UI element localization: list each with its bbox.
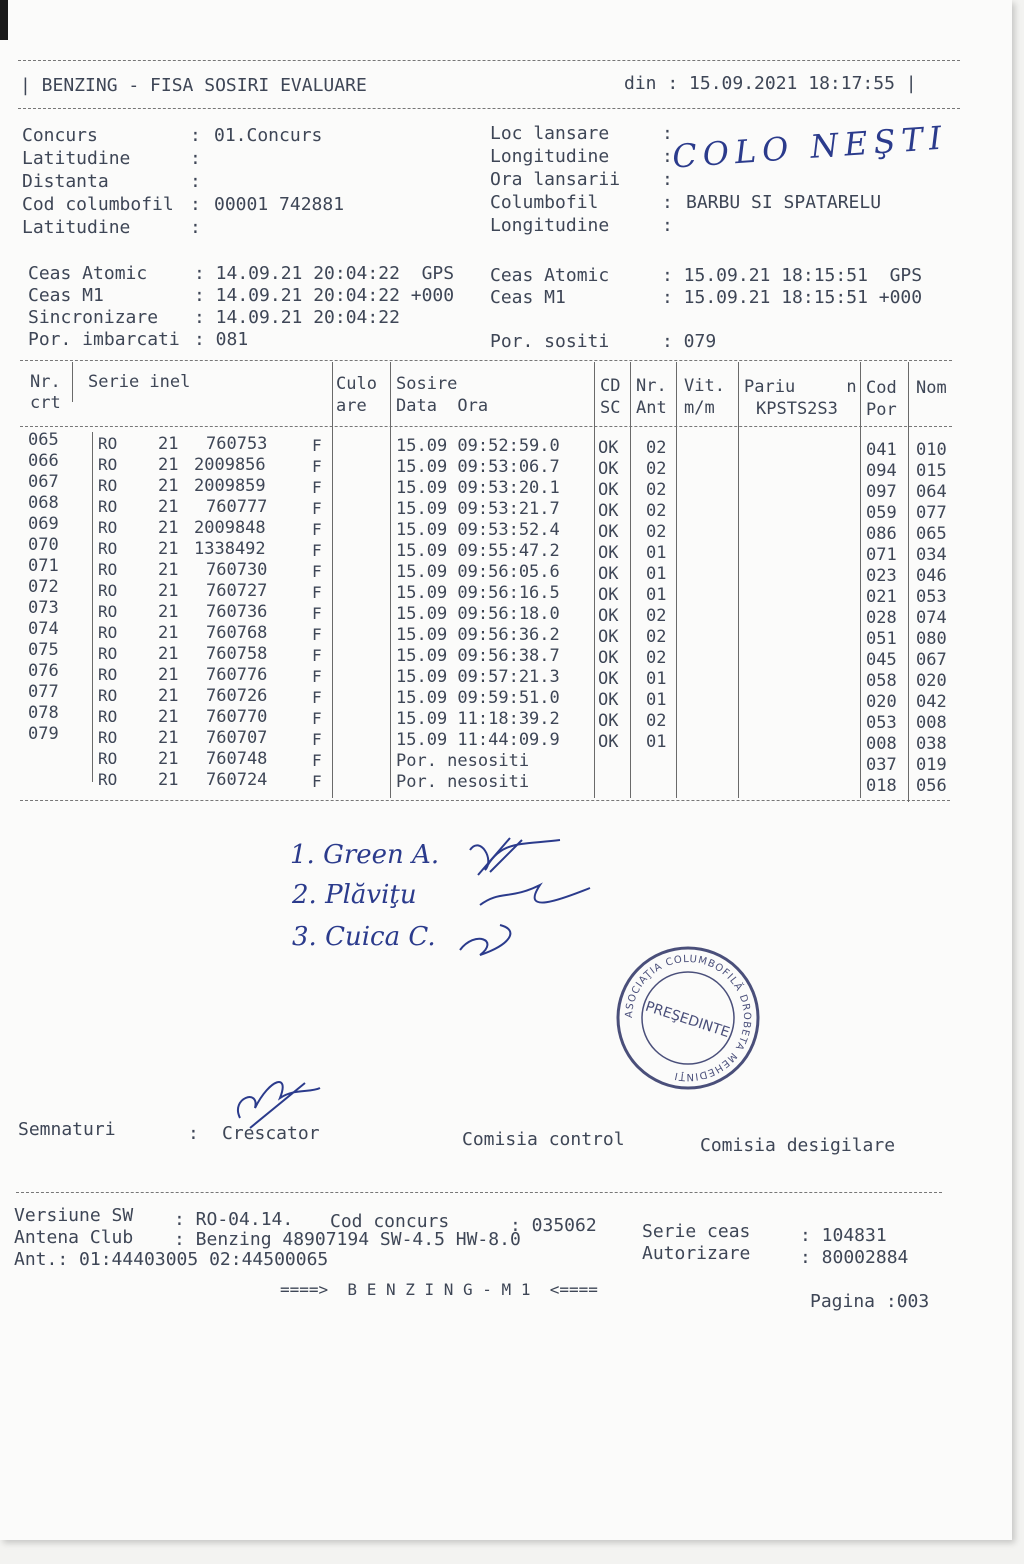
year-cell: 21 [158, 665, 179, 685]
antenna-cell: 02 [646, 501, 667, 521]
ring-number-cell: 760777 [206, 497, 268, 517]
ring-number-cell: 760736 [206, 602, 268, 622]
year-cell: 21 [158, 518, 179, 538]
cd-sc-cell: OK [598, 711, 619, 731]
arrival-time-cell: 15.09 09:53:06.7 [396, 457, 560, 477]
antenna-cell: 01 [646, 669, 667, 689]
serie-ceas-value: : 104831 [800, 1225, 887, 1246]
year-cell: 21 [158, 770, 179, 790]
nom-cell: 038 [916, 734, 947, 754]
arrival-time-cell: 15.09 09:53:52.4 [396, 520, 560, 540]
sex-cell: F [312, 772, 322, 791]
arrival-time-cell: 15.09 09:53:20.1 [396, 478, 560, 498]
antenna-cell: 02 [646, 522, 667, 542]
header-pariu-1: Pariu n [744, 377, 857, 397]
cd-sc-cell: OK [598, 501, 619, 521]
arrival-time-cell: 15.09 09:56:36.2 [396, 625, 560, 645]
country-cell: RO [98, 623, 118, 642]
arrival-time-cell: 15.09 09:56:05.6 [396, 562, 560, 582]
nom-cell: 008 [916, 713, 947, 733]
header-vit-1: Vit. [684, 376, 725, 396]
nom-cell: 019 [916, 755, 947, 775]
col-divider-nr-body [92, 432, 93, 782]
header-bottom-rule [18, 108, 960, 109]
nr-crt-cell: 071 [28, 556, 59, 576]
cd-sc-cell: OK [598, 459, 619, 479]
nr-crt-cell: 075 [28, 640, 59, 660]
cod-por-cell: 028 [866, 608, 897, 628]
info-left-label: Latitudine [22, 217, 131, 238]
cod-por-cell: 071 [866, 545, 897, 565]
country-cell: RO [98, 539, 118, 558]
comisia-control-label: Comisia control [462, 1129, 625, 1150]
info-right-separator: : [662, 192, 673, 213]
antenna-cell: 01 [646, 690, 667, 710]
arrival-time-cell: Por. nesositi [396, 751, 530, 771]
autorizare-label: Autorizare [642, 1243, 751, 1264]
cod-por-cell: 059 [866, 503, 897, 523]
nr-crt-cell: 068 [28, 493, 59, 513]
header-nr-crt-2: crt [30, 393, 61, 413]
arrival-time-cell: 15.09 09:57:21.3 [396, 667, 560, 687]
sex-cell: F [312, 520, 322, 539]
nr-crt-cell: 067 [28, 472, 59, 492]
header-vit-2: m/m [684, 398, 715, 418]
antenna-cell: 01 [646, 564, 667, 584]
ring-number-cell: 760726 [206, 686, 268, 706]
cd-sc-cell: OK [598, 480, 619, 500]
cd-sc-cell: OK [598, 732, 619, 752]
ring-number-cell: 760724 [206, 770, 268, 790]
col-divider-culoare [390, 362, 391, 798]
clock-right-value: : 15.09.21 18:15:51 GPS [662, 265, 923, 286]
cod-por-cell: 086 [866, 524, 897, 544]
cd-sc-cell: OK [598, 438, 619, 458]
year-cell: 21 [158, 539, 179, 559]
clock-left-label: Sincronizare [28, 307, 159, 328]
clock-right-label: Ceas M1 [490, 287, 566, 308]
cd-sc-cell: OK [598, 669, 619, 689]
nom-cell: 056 [916, 776, 947, 796]
sex-cell: F [312, 646, 322, 665]
nom-cell: 080 [916, 629, 947, 649]
info-right-value: BARBU SI SPATARELU [686, 192, 882, 213]
committee-signature-2: 2. Plăviţu [292, 880, 417, 910]
ring-number-cell: 2009848 [194, 518, 266, 538]
cod-concurs-label: Cod concurs [330, 1211, 450, 1232]
sex-cell: F [312, 625, 322, 644]
info-left-separator: : [190, 148, 201, 169]
nom-cell: 015 [916, 461, 947, 481]
ring-number-cell: 760748 [206, 749, 268, 769]
header-cd-2: SC [600, 398, 621, 418]
sex-cell: F [312, 709, 322, 728]
sex-cell: F [312, 436, 322, 455]
country-cell: RO [98, 665, 118, 684]
cd-sc-cell: OK [598, 564, 619, 584]
info-right-separator: : [662, 123, 673, 144]
col-divider-cod [908, 362, 909, 802]
autorizare-value: : 80002884 [800, 1247, 909, 1268]
nom-cell: 067 [916, 650, 947, 670]
serie-ceas-label: Serie ceas [642, 1221, 751, 1242]
year-cell: 21 [158, 476, 179, 496]
clock-left-label: Ceas M1 [28, 285, 104, 306]
signatures-separator: : [188, 1123, 199, 1144]
handwritten-loc-lansare: COLO NEŞTI [671, 118, 949, 176]
arrival-time-cell: 15.09 09:59:51.0 [396, 688, 560, 708]
antena-value: : Benzing 48907194 SW-4.5 HW-8.0 [174, 1229, 521, 1250]
year-cell: 21 [158, 560, 179, 580]
cod-por-cell: 094 [866, 461, 897, 481]
year-cell: 21 [158, 707, 179, 727]
country-cell: RO [98, 749, 118, 768]
cod-por-cell: 041 [866, 440, 897, 460]
header-cod-2: Por [866, 400, 897, 420]
info-left-value: 00001 742881 [214, 194, 345, 215]
year-cell: 21 [158, 434, 179, 454]
nom-cell: 046 [916, 566, 947, 586]
clock-left-value: : 14.09.21 20:04:22 GPS [194, 263, 455, 284]
country-cell: RO [98, 560, 118, 579]
cod-por-cell: 008 [866, 734, 897, 754]
header-top-rule [18, 60, 960, 61]
report-date: din : 15.09.2021 18:17:55 | [624, 73, 917, 94]
nom-cell: 074 [916, 608, 947, 628]
country-cell: RO [98, 686, 118, 705]
versiune-value: : RO-04.14. [174, 1209, 294, 1230]
sex-cell: F [312, 478, 322, 497]
year-cell: 21 [158, 602, 179, 622]
sex-cell: F [312, 667, 322, 686]
signatures-label: Semnaturi [18, 1119, 116, 1140]
header-pariu-2: KPSTS2S3 [756, 399, 838, 419]
antenna-cell: 01 [646, 732, 667, 752]
nr-crt-cell: 073 [28, 598, 59, 618]
nr-crt-cell: 070 [28, 535, 59, 555]
cd-sc-cell: OK [598, 648, 619, 668]
sex-cell: F [312, 583, 322, 602]
sex-cell: F [312, 457, 322, 476]
info-right-separator: : [662, 146, 673, 167]
stamp-ring-text: ASOCIAŢIA COLUMBOFILĂ DROBETA MEHEDINŢI [623, 953, 753, 1083]
sex-cell: F [312, 751, 322, 770]
info-left-separator: : [190, 125, 201, 146]
sex-cell: F [312, 562, 322, 581]
info-right-separator: : [662, 215, 673, 236]
antena-label: Antena Club [14, 1227, 134, 1248]
cod-por-cell: 097 [866, 482, 897, 502]
clock-right-value: : 15.09.21 18:15:51 +000 [662, 287, 923, 308]
country-cell: RO [98, 707, 118, 726]
header-nr-crt-1: Nr. [30, 372, 61, 392]
antenna-cell: 02 [646, 438, 667, 458]
cd-sc-cell: OK [598, 522, 619, 542]
arrival-time-cell: 15.09 09:56:18.0 [396, 604, 560, 624]
country-cell: RO [98, 497, 118, 516]
clock-right-label: Ceas Atomic [490, 265, 610, 286]
clock-left-value: : 081 [194, 329, 249, 350]
clock-right-label: Por. sositi [490, 331, 610, 352]
header-culoare-2: are [336, 396, 367, 416]
info-right-label: Columbofil [490, 192, 599, 213]
nr-crt-cell: 065 [28, 430, 59, 450]
nr-crt-cell: 072 [28, 577, 59, 597]
header-sosire-1: Sosire [396, 374, 458, 394]
info-left-label: Concurs [22, 125, 98, 146]
page-corner-shadow [0, 0, 8, 40]
country-cell: RO [98, 581, 118, 600]
antenna-cell: 02 [646, 606, 667, 626]
antenna-cell: 02 [646, 627, 667, 647]
info-right-label: Loc lansare [490, 123, 610, 144]
sex-cell: F [312, 604, 322, 623]
arrival-time-cell: Por. nesositi [396, 772, 530, 792]
year-cell: 21 [158, 623, 179, 643]
cd-sc-cell: OK [598, 606, 619, 626]
nom-cell: 042 [916, 692, 947, 712]
arrival-time-cell: 15.09 11:44:09.9 [396, 730, 560, 750]
stamp-center-text: PREŞEDINTE [643, 998, 732, 1042]
antenna-cell: 01 [646, 585, 667, 605]
ring-number-cell: 760758 [206, 644, 268, 664]
comisia-desigilare-label: Comisia desigilare [700, 1135, 896, 1156]
arrival-time-cell: 15.09 09:52:59.0 [396, 436, 560, 456]
footer-rule [16, 1192, 942, 1193]
country-cell: RO [98, 644, 118, 663]
arrival-time-cell: 15.09 09:53:21.7 [396, 499, 560, 519]
col-divider-pariu [860, 362, 861, 798]
antenna-cell: 02 [646, 459, 667, 479]
ring-number-cell: 760730 [206, 560, 268, 580]
antenna-cell: 02 [646, 648, 667, 668]
arrival-time-cell: 15.09 09:56:38.7 [396, 646, 560, 666]
cd-sc-cell: OK [598, 627, 619, 647]
sex-cell: F [312, 688, 322, 707]
committee-signature-3: 3. Cuica C. [292, 922, 436, 952]
info-left-separator: : [190, 171, 201, 192]
ant-line: Ant.: 01:44403005 02:44500065 [14, 1249, 329, 1270]
cd-sc-cell: OK [598, 585, 619, 605]
info-left-label: Latitudine [22, 148, 131, 169]
cod-por-cell: 045 [866, 650, 897, 670]
sex-cell: F [312, 541, 322, 560]
header-serie-inel: Serie inel [88, 372, 191, 392]
year-cell: 21 [158, 455, 179, 475]
ring-number-cell: 1338492 [194, 539, 266, 559]
ring-number-cell: 760770 [206, 707, 268, 727]
nr-crt-cell: 066 [28, 451, 59, 471]
nr-crt-cell: 069 [28, 514, 59, 534]
clock-left-value: : 14.09.21 20:04:22 +000 [194, 285, 455, 306]
antenna-cell: 02 [646, 711, 667, 731]
country-cell: RO [98, 770, 118, 789]
country-cell: RO [98, 728, 118, 747]
info-right-label: Longitudine [490, 146, 610, 167]
arrival-time-cell: 15.09 09:56:16.5 [396, 583, 560, 603]
ring-number-cell: 760707 [206, 728, 268, 748]
info-right-label: Ora lansarii [490, 169, 621, 190]
col-divider-sosire [594, 362, 595, 798]
header-ant-2: Ant [636, 398, 667, 418]
cd-sc-cell: OK [598, 690, 619, 710]
info-right-label: Longitudine [490, 215, 610, 236]
year-cell: 21 [158, 644, 179, 664]
ring-number-cell: 760768 [206, 623, 268, 643]
col-divider-serie [332, 362, 333, 798]
nom-cell: 034 [916, 545, 947, 565]
crescator-label: Crescator [222, 1123, 320, 1144]
ring-number-cell: 760727 [206, 581, 268, 601]
year-cell: 21 [158, 686, 179, 706]
country-cell: RO [98, 455, 118, 474]
cod-por-cell: 021 [866, 587, 897, 607]
col-divider-vit [738, 362, 739, 798]
clock-left-label: Ceas Atomic [28, 263, 148, 284]
country-cell: RO [98, 518, 118, 537]
info-right-separator: : [662, 169, 673, 190]
cod-concurs-value: : 035062 [510, 1215, 597, 1236]
nom-cell: 020 [916, 671, 947, 691]
clock-left-label: Por. imbarcati [28, 329, 180, 350]
col-divider-cd [630, 362, 631, 798]
info-left-value: 01.Concurs [214, 125, 323, 146]
year-cell: 21 [158, 749, 179, 769]
ring-number-cell: 760776 [206, 665, 268, 685]
col-divider-ant [676, 362, 677, 798]
table-top-rule [20, 360, 952, 361]
ring-number-cell: 2009859 [194, 476, 266, 496]
country-cell: RO [98, 602, 118, 621]
col-divider-nr [72, 362, 73, 402]
year-cell: 21 [158, 497, 179, 517]
year-cell: 21 [158, 728, 179, 748]
clock-left-value: : 14.09.21 20:04:22 [194, 307, 400, 328]
country-cell: RO [98, 476, 118, 495]
cod-por-cell: 037 [866, 755, 897, 775]
signature-scribbles [440, 830, 620, 980]
president-stamp [614, 944, 762, 1092]
ring-number-cell: 2009856 [194, 455, 266, 475]
header-cod-1: Cod [866, 378, 897, 398]
cod-por-cell: 053 [866, 713, 897, 733]
page-number: Pagina :003 [810, 1291, 930, 1312]
nr-crt-cell: 076 [28, 661, 59, 681]
table-bottom-rule [20, 800, 950, 801]
ring-number-cell: 760753 [206, 434, 268, 454]
nom-cell: 053 [916, 587, 947, 607]
cod-por-cell: 051 [866, 629, 897, 649]
antenna-cell: 02 [646, 480, 667, 500]
nom-cell: 064 [916, 482, 947, 502]
header-culoare-1: Culo [336, 374, 377, 394]
cod-por-cell: 018 [866, 776, 897, 796]
info-left-label: Distanta [22, 171, 109, 192]
nom-cell: 065 [916, 524, 947, 544]
cd-sc-cell: OK [598, 543, 619, 563]
nom-cell: 010 [916, 440, 947, 460]
country-cell: RO [98, 434, 118, 453]
cod-por-cell: 058 [866, 671, 897, 691]
clock-right-value: : 079 [662, 331, 717, 352]
year-cell: 21 [158, 581, 179, 601]
arrival-time-cell: 15.09 09:55:47.2 [396, 541, 560, 561]
nom-cell: 077 [916, 503, 947, 523]
arrival-time-cell: 15.09 11:18:39.2 [396, 709, 560, 729]
info-left-separator: : [190, 194, 201, 215]
versiune-label: Versiune SW [14, 1205, 134, 1226]
nr-crt-cell: 077 [28, 682, 59, 702]
header-cd-1: CD [600, 376, 621, 396]
nr-crt-cell: 079 [28, 724, 59, 744]
committee-signature-1: 1. Green A. [290, 840, 440, 870]
nr-crt-cell: 078 [28, 703, 59, 723]
info-left-label: Cod columbofil [22, 194, 174, 215]
info-left-separator: : [190, 217, 201, 238]
header-ant-1: Nr. [636, 376, 667, 396]
benzing-banner: ====> B E N Z I N G - M 1 <==== [280, 1280, 598, 1299]
header-sosire-2: Data Ora [396, 396, 489, 416]
sex-cell: F [312, 730, 322, 749]
sex-cell: F [312, 499, 322, 518]
nr-crt-cell: 074 [28, 619, 59, 639]
report-title: | BENZING - FISA SOSIRI EVALUARE [20, 75, 367, 96]
antenna-cell: 01 [646, 543, 667, 563]
table-header-rule [20, 426, 952, 427]
cod-por-cell: 020 [866, 692, 897, 712]
header-nom: Nom [916, 378, 947, 398]
cod-por-cell: 023 [866, 566, 897, 586]
